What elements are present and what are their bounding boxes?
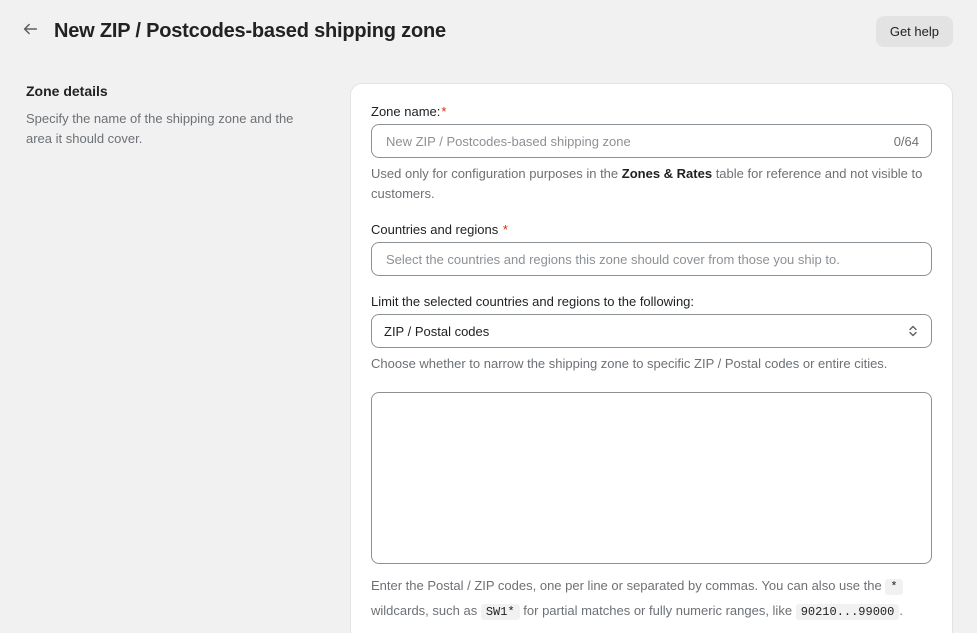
zone-name-help-strong: Zones & Rates xyxy=(621,166,713,181)
limit-field-group xyxy=(371,294,932,374)
zone-details-title: Zone details xyxy=(26,83,108,99)
footnote-code-example: SW1* xyxy=(481,604,520,620)
zone-name-help-suffix: table for reference and not visible to customers. xyxy=(371,166,923,201)
arrow-left-icon xyxy=(21,20,39,43)
footnote-part-3: for partial matches or fully numeric ranges, like xyxy=(523,603,793,618)
countries-input-wrapper[interactable] xyxy=(371,242,932,276)
countries-input[interactable] xyxy=(384,243,919,275)
get-help-button[interactable]: Get help xyxy=(876,16,953,47)
zone-name-field-group xyxy=(371,104,932,204)
postal-codes-textarea[interactable] xyxy=(371,392,932,564)
zone-name-help-text xyxy=(371,164,932,204)
countries-label-text: Countries and regions xyxy=(371,222,499,237)
footnote-part-4: . xyxy=(899,603,903,618)
required-indicator: * xyxy=(502,222,508,237)
limit-label: Limit the selected countries and regions to the following: xyxy=(371,294,695,309)
limit-help-text: Choose whether to narrow the shipping zone to specific ZIP / Postal codes or entire cities. xyxy=(371,356,888,371)
zone-name-input[interactable] xyxy=(384,125,886,157)
footnote-part-2: wildcards, such as xyxy=(371,603,478,618)
countries-label xyxy=(371,222,932,237)
limit-select[interactable] xyxy=(371,314,932,348)
page-content xyxy=(0,61,977,633)
codes-field-group xyxy=(371,392,932,624)
limit-select-value: ZIP / Postal codes xyxy=(384,323,490,339)
countries-field-group xyxy=(371,222,932,276)
zone-name-char-count: 0/64 xyxy=(893,133,919,149)
required-indicator: * xyxy=(441,104,447,119)
chevron-updown-icon xyxy=(907,322,919,340)
zone-details-sidebar xyxy=(24,83,324,633)
postal-codes-footnote xyxy=(371,574,932,624)
page-header xyxy=(0,0,977,61)
footnote-code-wildcard: * xyxy=(885,579,902,595)
zone-name-input-wrapper[interactable] xyxy=(371,124,932,158)
zone-name-label-text: Zone name: xyxy=(371,104,441,119)
footnote-code-range: 90210...99000 xyxy=(796,604,900,620)
zone-name-help-prefix: Used only for configuration purposes in the xyxy=(371,166,622,181)
zone-name-label xyxy=(371,104,932,119)
zone-form-card xyxy=(350,83,953,633)
footnote-part-1: Enter the Postal / ZIP codes, one per line or separated by commas. You can also use the xyxy=(371,578,882,593)
page-title: New ZIP / Postcodes-based shipping zone xyxy=(54,20,446,42)
zone-details-description: Specify the name of the shipping zone and the area it should cover. xyxy=(26,111,294,146)
back-button[interactable] xyxy=(16,18,44,46)
